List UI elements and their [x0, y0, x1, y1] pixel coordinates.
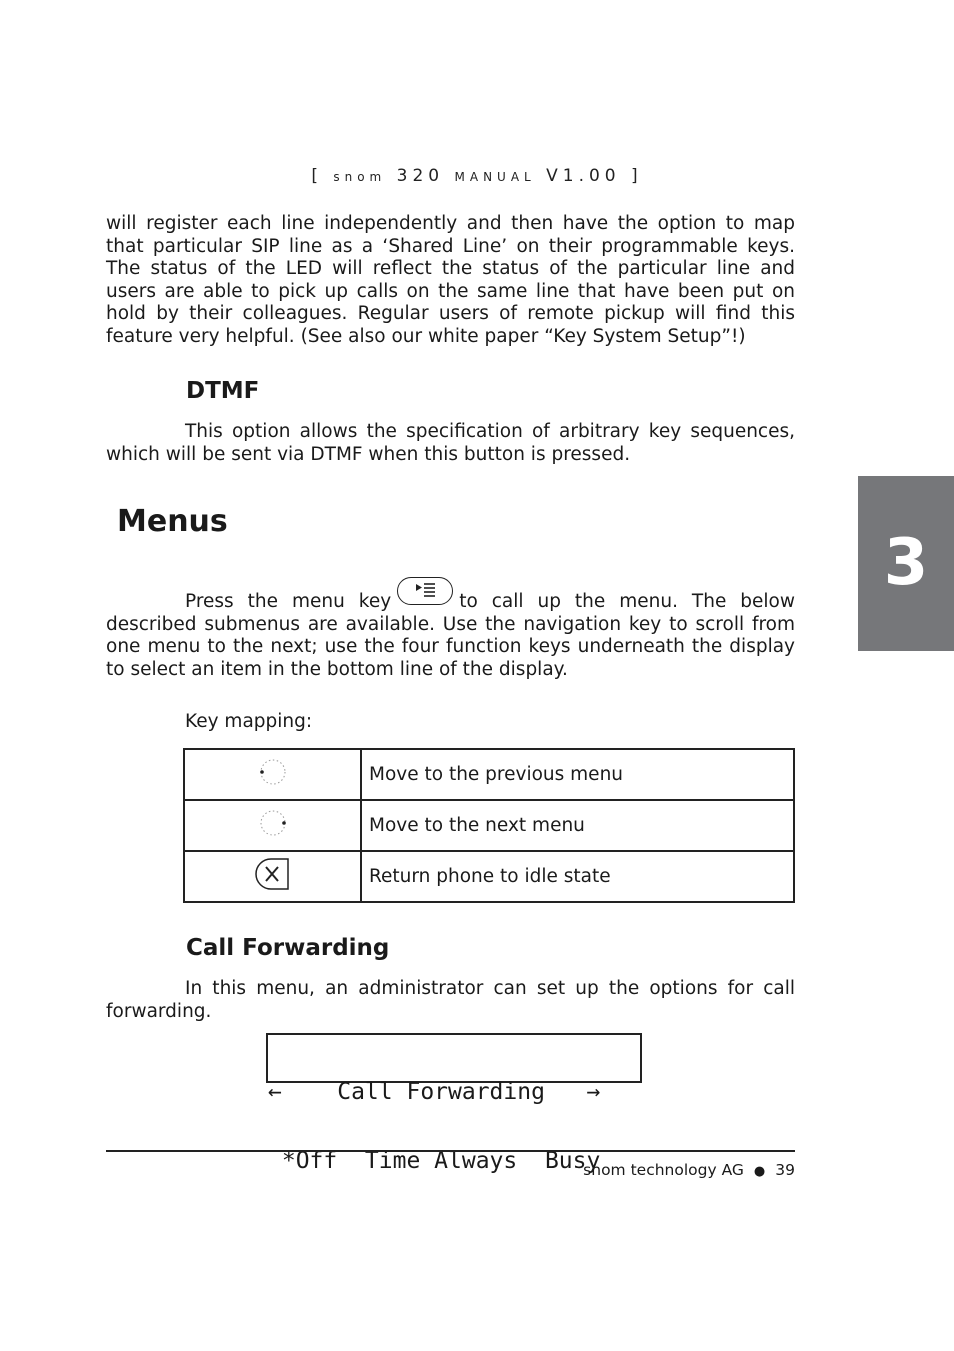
table-row — [184, 800, 794, 851]
nav-left-icon — [258, 757, 288, 787]
dtmf-text: This option allows the specification of arbitrary key sequences, which will be sent via DTMF when this button is pressed. — [106, 421, 795, 465]
display-line-1: ← Call Forwarding → — [268, 1079, 601, 1105]
key-description: Move to the previous menu — [361, 749, 794, 800]
menus-heading: Menus — [117, 504, 228, 539]
key-cell — [184, 851, 361, 902]
display-line-2: *Off Time Always Busy — [268, 1148, 601, 1174]
key-mapping-table — [183, 748, 795, 903]
footer-rule — [106, 1150, 795, 1152]
call-forwarding-heading: Call Forwarding — [186, 935, 390, 961]
key-mapping-label: Key mapping: — [185, 711, 313, 732]
menus-text-after: to call up the menu. The below described submenus are available. Use the navigation key to scroll from one menu to the next; use the four function keys underneath the display to select an item in the bottom line of the display. — [106, 591, 796, 680]
table-row — [184, 851, 794, 902]
table-row — [184, 749, 794, 800]
key-description: Return phone to idle state — [361, 851, 794, 902]
key-description: Move to the next menu — [361, 800, 794, 851]
footer-company: snom technology AG — [583, 1161, 744, 1179]
intro-paragraph: will register each line independently and then have the option to map that particular SIP line as a ‘Shared Line’ on their programmable keys. The status of the LED will reflect the status of the particular line and users are able to pick up calls on the same line that have been put on hold by their colleagues. Regular users of remote pickup will find this feature very helpful. (See also our white paper “Key System Setup”!) — [106, 213, 795, 347]
dtmf-heading: DTMF — [186, 378, 260, 404]
header-brand: snom — [333, 170, 387, 184]
page-number: 39 — [775, 1161, 795, 1179]
menu-key-icon — [397, 577, 453, 605]
call-forwarding-paragraph — [106, 978, 795, 1023]
nav-right-icon — [258, 808, 288, 838]
chapter-tab: 3 — [858, 476, 954, 651]
menus-paragraph — [106, 577, 795, 681]
running-header — [0, 166, 954, 186]
key-cell — [184, 749, 361, 800]
page-footer — [583, 1161, 795, 1179]
cancel-key-icon — [254, 857, 292, 891]
header-bracket-close: ] — [631, 166, 643, 186]
header-model: 320 — [396, 166, 445, 186]
key-cell — [184, 800, 361, 851]
key-mapping-label-row — [106, 711, 795, 734]
bullet-icon: ● — [753, 1164, 766, 1179]
dtmf-paragraph — [106, 421, 795, 466]
header-manual: MANUAL — [454, 170, 536, 184]
call-forwarding-text: In this menu, an administrator can set up the options for call forwarding. — [106, 978, 795, 1022]
header-version: V1.00 — [546, 166, 621, 186]
header-bracket-open: [ — [311, 166, 323, 186]
phone-display — [266, 1033, 642, 1174]
menus-text-before: Press the menu key — [185, 591, 392, 612]
